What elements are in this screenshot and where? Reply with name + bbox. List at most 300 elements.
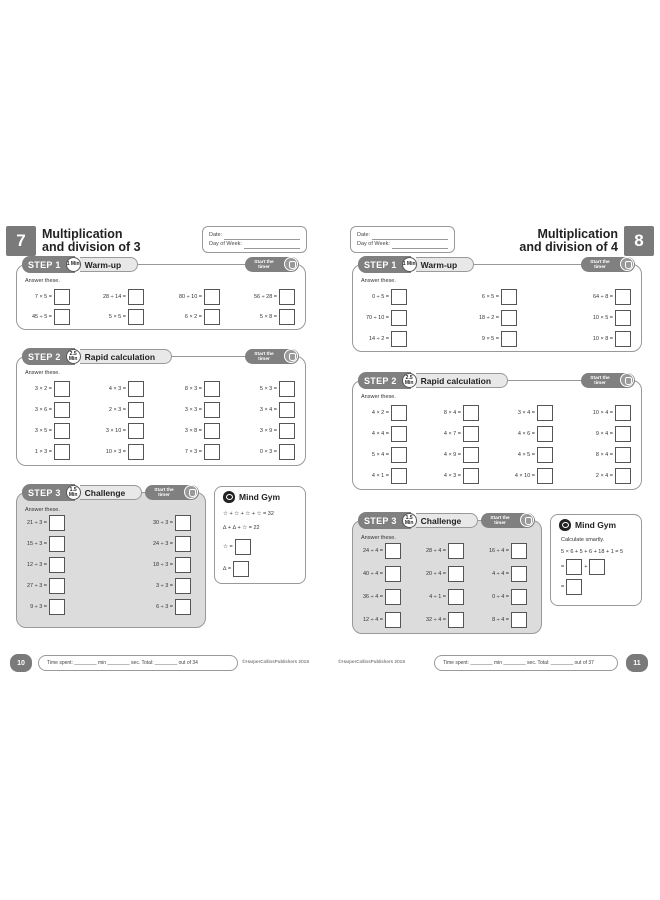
step-title: Rapid calculation bbox=[416, 373, 508, 388]
answer-box[interactable] bbox=[128, 423, 144, 439]
answer-box[interactable] bbox=[615, 289, 631, 305]
question-item bbox=[426, 612, 464, 628]
start-timer-button[interactable]: Start the timer bbox=[145, 485, 199, 500]
answer-box[interactable] bbox=[233, 561, 249, 577]
answer-box[interactable] bbox=[463, 468, 479, 484]
question-text: 20 ÷ 4 = bbox=[426, 571, 446, 577]
answer-box[interactable] bbox=[501, 331, 517, 347]
question-item bbox=[363, 566, 401, 582]
question-text: 9 × 4 = bbox=[595, 431, 613, 437]
question-item bbox=[30, 599, 65, 615]
step-header bbox=[22, 256, 138, 273]
question-item bbox=[372, 405, 407, 421]
question-text: 4 × 3 = bbox=[108, 386, 126, 392]
day-label: Day of Week: bbox=[357, 241, 390, 247]
gym-working-line-1: = + bbox=[561, 559, 605, 575]
question-text: 64 ÷ 8 = bbox=[593, 294, 613, 300]
question-item bbox=[363, 589, 401, 605]
answer-box[interactable] bbox=[204, 381, 220, 397]
brain-head-icon bbox=[223, 491, 235, 503]
question-text: 3 × 3 = bbox=[184, 407, 202, 413]
question-item bbox=[369, 331, 407, 347]
gym-instruction: Calculate smartly. bbox=[561, 537, 605, 543]
question-text: 18 ÷ 2 = bbox=[479, 315, 499, 321]
question-item bbox=[426, 543, 464, 559]
question-item bbox=[482, 289, 517, 305]
step1-section-left bbox=[16, 259, 306, 330]
question-item bbox=[489, 543, 527, 559]
question-item bbox=[492, 566, 527, 582]
step-title: Challenge bbox=[80, 485, 143, 500]
question-text: 10 × 8 = bbox=[592, 336, 613, 342]
answer-box[interactable] bbox=[391, 331, 407, 347]
time-spent-box-left: Time spent: ________ min ________ sec. Total: ________ out of 34 bbox=[38, 655, 238, 671]
question-text: 4 ÷ 1 = bbox=[429, 594, 446, 600]
answer-box[interactable] bbox=[615, 426, 631, 442]
question-text: 56 ÷ 28 = bbox=[253, 294, 277, 300]
answer-box[interactable] bbox=[385, 543, 401, 559]
question-text: 18 ÷ 3 = bbox=[153, 562, 173, 568]
start-timer-button[interactable]: Start the timer bbox=[245, 349, 299, 364]
step-label: STEP 3 bbox=[22, 484, 75, 501]
page-badge-left: 7 bbox=[6, 226, 36, 256]
gym-puzzle-line-1: ☆ + ☆ + ☆ + ☆ = 32 bbox=[223, 511, 274, 517]
answer-box[interactable] bbox=[204, 289, 220, 305]
question-text: 28 ÷ 14 = bbox=[102, 294, 126, 300]
answer-box[interactable] bbox=[511, 543, 527, 559]
day-line[interactable] bbox=[244, 243, 300, 249]
step-header bbox=[358, 372, 508, 389]
question-item bbox=[596, 426, 631, 442]
question-item bbox=[372, 289, 407, 305]
question-text: 4 × 2 = bbox=[371, 410, 389, 416]
question-item bbox=[260, 444, 295, 460]
answer-box[interactable] bbox=[175, 515, 191, 531]
answer-box[interactable] bbox=[54, 289, 70, 305]
question-item bbox=[103, 289, 144, 305]
instructions: Answer these. bbox=[25, 278, 60, 284]
page-title-left bbox=[42, 228, 141, 254]
answer-box[interactable] bbox=[128, 444, 144, 460]
question-text: 3 × 4 = bbox=[259, 407, 277, 413]
question-item bbox=[109, 309, 144, 325]
question-text: 3 × 8 = bbox=[184, 428, 202, 434]
question-text: 2 × 4 = bbox=[595, 473, 613, 479]
question-item bbox=[156, 578, 191, 594]
question-item bbox=[153, 557, 191, 573]
answer-box[interactable] bbox=[49, 557, 65, 573]
question-item bbox=[35, 381, 70, 397]
stopwatch-icon: 1 Min bbox=[66, 257, 81, 272]
answer-box[interactable] bbox=[448, 566, 464, 582]
question-text: 0 ÷ 5 = bbox=[372, 294, 389, 300]
question-item bbox=[27, 557, 65, 573]
instructions: Answer these. bbox=[25, 507, 60, 513]
question-item bbox=[179, 289, 220, 305]
question-text: 8 ÷ 4 = bbox=[492, 617, 509, 623]
answer-box[interactable] bbox=[279, 423, 295, 439]
question-text: 5 × 8 = bbox=[259, 314, 277, 320]
answer-box[interactable] bbox=[448, 612, 464, 628]
step-header bbox=[22, 484, 142, 501]
step-label: STEP 3 bbox=[358, 512, 411, 529]
instructions: Answer these. bbox=[361, 278, 396, 284]
answer-box[interactable] bbox=[391, 447, 407, 463]
mind-gym-header bbox=[223, 491, 280, 503]
answer-box[interactable] bbox=[175, 536, 191, 552]
question-text: 4 × 1 = bbox=[371, 473, 389, 479]
answer-box[interactable] bbox=[279, 444, 295, 460]
hand-tap-icon bbox=[284, 257, 298, 271]
gym-expression: 5 × 6 + 5 + 6 + 18 + 1 = 5 bbox=[561, 549, 624, 555]
question-text: 0 × 3 = bbox=[259, 449, 277, 455]
answer-box[interactable] bbox=[54, 402, 70, 418]
answer-box[interactable] bbox=[128, 309, 144, 325]
answer-box[interactable] bbox=[279, 381, 295, 397]
question-text: 4 × 4 = bbox=[371, 431, 389, 437]
answer-box[interactable] bbox=[175, 578, 191, 594]
question-text: 45 ÷ 5 = bbox=[32, 314, 52, 320]
step-label: STEP 1 bbox=[22, 256, 75, 273]
answer-box[interactable] bbox=[463, 426, 479, 442]
mind-gym-left bbox=[214, 486, 306, 584]
question-item bbox=[153, 515, 191, 531]
question-item bbox=[596, 447, 631, 463]
question-text: 28 ÷ 4 = bbox=[426, 548, 446, 554]
answer-box[interactable] bbox=[566, 579, 582, 595]
answer-box[interactable] bbox=[128, 289, 144, 305]
start-timer-button[interactable]: Start the timer bbox=[581, 257, 635, 272]
question-item bbox=[444, 468, 479, 484]
question-text: 7 × 3 = bbox=[184, 449, 202, 455]
answer-box[interactable] bbox=[204, 423, 220, 439]
question-text: 12 ÷ 3 = bbox=[27, 562, 47, 568]
time-spent-box-right: Time spent: ________ min ________ sec. Total: ________ out of 37 bbox=[434, 655, 618, 671]
step-title: Rapid calculation bbox=[80, 349, 172, 364]
answer-box[interactable] bbox=[49, 599, 65, 615]
answer-box[interactable] bbox=[501, 310, 517, 326]
question-text: 6 × 5 = bbox=[481, 294, 499, 300]
copyright-right: ©HarperCollinsPublishers 2019 bbox=[338, 660, 405, 665]
answer-box[interactable] bbox=[537, 468, 553, 484]
answer-box[interactable] bbox=[54, 381, 70, 397]
mind-gym-right bbox=[550, 514, 642, 606]
answer-box[interactable] bbox=[279, 289, 295, 305]
answer-box[interactable] bbox=[511, 589, 527, 605]
question-item bbox=[363, 612, 401, 628]
question-item bbox=[27, 536, 65, 552]
day-line[interactable] bbox=[392, 243, 448, 249]
question-item bbox=[492, 612, 527, 628]
question-item bbox=[260, 309, 295, 325]
question-text: 21 ÷ 3 = bbox=[27, 520, 47, 526]
mind-gym-title: Mind Gym bbox=[239, 492, 281, 502]
answer-box[interactable] bbox=[615, 405, 631, 421]
question-item bbox=[363, 543, 401, 559]
question-text: 4 × 9 = bbox=[443, 452, 461, 458]
page-badge-right: 8 bbox=[624, 226, 654, 256]
question-text: 1 × 3 = bbox=[34, 449, 52, 455]
answer-box[interactable] bbox=[448, 543, 464, 559]
question-item bbox=[35, 402, 70, 418]
question-item bbox=[593, 405, 631, 421]
question-item bbox=[185, 423, 220, 439]
step3-section-right bbox=[352, 514, 542, 634]
answer-box[interactable] bbox=[463, 405, 479, 421]
answer-box[interactable] bbox=[589, 559, 605, 575]
question-text: 5 × 3 = bbox=[259, 386, 277, 392]
question-text: 5 × 5 = bbox=[108, 314, 126, 320]
answer-box[interactable] bbox=[204, 309, 220, 325]
question-text: 14 ÷ 2 = bbox=[369, 336, 389, 342]
question-item bbox=[156, 599, 191, 615]
question-item bbox=[185, 444, 220, 460]
hand-tap-icon bbox=[620, 257, 634, 271]
answer-box[interactable] bbox=[566, 559, 582, 575]
step1-section-right bbox=[352, 259, 642, 352]
question-item bbox=[372, 426, 407, 442]
question-text: 4 × 6 = bbox=[517, 431, 535, 437]
answer-box[interactable] bbox=[391, 289, 407, 305]
question-text: 9 × 5 = bbox=[481, 336, 499, 342]
answer-box[interactable] bbox=[615, 310, 631, 326]
stopwatch-icon: 2.5 Min bbox=[66, 349, 81, 364]
question-text: 8 × 4 = bbox=[443, 410, 461, 416]
answer-box[interactable] bbox=[501, 289, 517, 305]
question-text: 24 ÷ 3 = bbox=[153, 541, 173, 547]
answer-box[interactable] bbox=[49, 578, 65, 594]
question-item bbox=[593, 331, 631, 347]
answer-box[interactable] bbox=[279, 309, 295, 325]
day-label: Day of Week: bbox=[209, 241, 242, 247]
stopwatch-icon: 1 Min bbox=[402, 257, 417, 272]
question-item bbox=[515, 468, 553, 484]
answer-box[interactable] bbox=[537, 426, 553, 442]
question-item bbox=[185, 402, 220, 418]
step-label: STEP 2 bbox=[358, 372, 411, 389]
question-item bbox=[482, 331, 517, 347]
question-text: 10 × 3 = bbox=[105, 449, 126, 455]
answer-box[interactable] bbox=[615, 468, 631, 484]
question-text: 3 × 6 = bbox=[34, 407, 52, 413]
question-text: 4 × 10 = bbox=[514, 473, 535, 479]
instructions: Answer these. bbox=[361, 535, 396, 541]
step2-section-right bbox=[352, 374, 642, 490]
question-text: 3 × 9 = bbox=[259, 428, 277, 434]
question-text: 6 × 2 = bbox=[184, 314, 202, 320]
step-title: Challenge bbox=[416, 513, 479, 528]
step-header bbox=[358, 256, 474, 273]
step-title: Warm-up bbox=[416, 257, 475, 272]
question-item bbox=[260, 423, 295, 439]
step-header bbox=[358, 512, 478, 529]
hand-tap-icon bbox=[284, 349, 298, 363]
answer-box[interactable] bbox=[511, 612, 527, 628]
question-text: 3 × 10 = bbox=[105, 428, 126, 434]
question-text: 24 ÷ 4 = bbox=[363, 548, 383, 554]
answer-box[interactable] bbox=[391, 426, 407, 442]
question-item bbox=[106, 423, 144, 439]
gym-working-line-2: = bbox=[561, 579, 582, 595]
stopwatch-icon: 2.5 Min bbox=[402, 373, 417, 388]
question-item bbox=[444, 405, 479, 421]
date-box-right bbox=[350, 226, 455, 253]
answer-box[interactable] bbox=[391, 310, 407, 326]
answer-box[interactable] bbox=[279, 402, 295, 418]
question-item bbox=[429, 589, 464, 605]
question-item bbox=[254, 289, 295, 305]
question-text: 32 ÷ 4 = bbox=[426, 617, 446, 623]
answer-box[interactable] bbox=[385, 612, 401, 628]
answer-box[interactable] bbox=[511, 566, 527, 582]
answer-box[interactable] bbox=[54, 423, 70, 439]
question-text: 8 × 3 = bbox=[184, 386, 202, 392]
answer-box[interactable] bbox=[537, 447, 553, 463]
question-item bbox=[260, 381, 295, 397]
question-text: 10 × 5 = bbox=[592, 315, 613, 321]
step-label: STEP 2 bbox=[22, 348, 75, 365]
question-text: 3 × 5 = bbox=[34, 428, 52, 434]
question-text: 10 × 4 = bbox=[592, 410, 613, 416]
question-text: 4 × 5 = bbox=[517, 452, 535, 458]
answer-box[interactable] bbox=[49, 536, 65, 552]
page-title-right bbox=[519, 228, 618, 254]
question-text: 3 × 2 = bbox=[34, 386, 52, 392]
step3-section-left bbox=[16, 486, 206, 628]
answer-box[interactable] bbox=[463, 447, 479, 463]
question-item bbox=[426, 566, 464, 582]
question-item bbox=[185, 309, 220, 325]
question-text: 7 × 5 = bbox=[34, 294, 52, 300]
question-item bbox=[492, 589, 527, 605]
step-title: Warm-up bbox=[80, 257, 139, 272]
answer-box[interactable] bbox=[391, 405, 407, 421]
question-item bbox=[518, 447, 553, 463]
question-item bbox=[153, 536, 191, 552]
answer-box[interactable] bbox=[615, 447, 631, 463]
copyright-left: ©HarperCollinsPublishers 2019 bbox=[242, 660, 309, 665]
question-text: 15 ÷ 3 = bbox=[27, 541, 47, 547]
start-timer-button[interactable]: Start the timer bbox=[245, 257, 299, 272]
answer-box[interactable] bbox=[204, 444, 220, 460]
question-text: 16 ÷ 4 = bbox=[489, 548, 509, 554]
date-label: Date: bbox=[357, 232, 371, 238]
brain-head-icon bbox=[559, 519, 571, 531]
stopwatch-icon: 1.5 Min bbox=[66, 485, 81, 500]
question-item bbox=[372, 447, 407, 463]
answer-box[interactable] bbox=[128, 402, 144, 418]
start-timer-button[interactable]: Start the timer bbox=[581, 373, 635, 388]
question-text: 2 × 3 = bbox=[108, 407, 126, 413]
question-item bbox=[109, 381, 144, 397]
step2-section-left bbox=[16, 350, 306, 466]
answer-box[interactable] bbox=[54, 444, 70, 460]
question-text: 36 ÷ 4 = bbox=[363, 594, 383, 600]
hand-tap-icon bbox=[184, 485, 198, 499]
answer-box[interactable] bbox=[175, 557, 191, 573]
question-text: 0 ÷ 4 = bbox=[492, 594, 509, 600]
answer-box[interactable] bbox=[235, 539, 251, 555]
question-item bbox=[518, 426, 553, 442]
hand-tap-icon bbox=[520, 513, 534, 527]
mind-gym-title: Mind Gym bbox=[575, 520, 617, 530]
date-label: Date: bbox=[209, 232, 223, 238]
answer-box[interactable] bbox=[175, 599, 191, 615]
title-line-1: Multiplication bbox=[42, 227, 123, 241]
question-item bbox=[518, 405, 553, 421]
question-item bbox=[593, 310, 631, 326]
question-text: 80 ÷ 10 = bbox=[178, 294, 202, 300]
question-item bbox=[35, 289, 70, 305]
gym-star-answer: ☆ = bbox=[223, 539, 251, 555]
question-item bbox=[27, 578, 65, 594]
question-text: 3 ÷ 3 = bbox=[156, 583, 173, 589]
question-item bbox=[27, 515, 65, 531]
footer-page-number-left: 10 bbox=[10, 654, 32, 672]
question-text: 4 ÷ 4 = bbox=[492, 571, 509, 577]
question-text: 27 ÷ 3 = bbox=[27, 583, 47, 589]
question-text: 9 ÷ 3 = bbox=[30, 604, 47, 610]
answer-box[interactable] bbox=[537, 405, 553, 421]
answer-box[interactable] bbox=[448, 589, 464, 605]
question-item bbox=[260, 402, 295, 418]
question-item bbox=[106, 444, 144, 460]
question-text: 12 ÷ 4 = bbox=[363, 617, 383, 623]
answer-box[interactable] bbox=[128, 381, 144, 397]
start-timer-button[interactable]: Start the timer bbox=[481, 513, 535, 528]
instructions: Answer these. bbox=[25, 370, 60, 376]
question-item bbox=[479, 310, 517, 326]
gym-triangle-answer: ∆ = bbox=[223, 561, 249, 577]
question-text: 40 ÷ 4 = bbox=[363, 571, 383, 577]
answer-box[interactable] bbox=[385, 566, 401, 582]
answer-box[interactable] bbox=[385, 589, 401, 605]
question-item bbox=[596, 468, 631, 484]
instructions: Answer these. bbox=[361, 394, 396, 400]
question-item bbox=[109, 402, 144, 418]
question-item bbox=[593, 289, 631, 305]
stopwatch-icon: 1.5 Min bbox=[402, 513, 417, 528]
question-text: 70 ÷ 10 = bbox=[365, 315, 389, 321]
question-item bbox=[32, 309, 70, 325]
answer-box[interactable] bbox=[204, 402, 220, 418]
answer-box[interactable] bbox=[54, 309, 70, 325]
answer-box[interactable] bbox=[615, 331, 631, 347]
question-item bbox=[366, 310, 407, 326]
question-item bbox=[444, 426, 479, 442]
answer-box[interactable] bbox=[49, 515, 65, 531]
gym-puzzle-line-2: ∆ + ∆ + ☆ = 22 bbox=[223, 525, 260, 531]
question-text: 5 × 4 = bbox=[371, 452, 389, 458]
question-text: 30 ÷ 3 = bbox=[153, 520, 173, 526]
question-item bbox=[35, 423, 70, 439]
title-line-2: and division of 3 bbox=[42, 240, 141, 254]
question-item bbox=[444, 447, 479, 463]
footer-page-number-right: 11 bbox=[626, 654, 648, 672]
title-line-1: Multiplication bbox=[537, 227, 618, 241]
answer-box[interactable] bbox=[391, 468, 407, 484]
date-box-left bbox=[202, 226, 307, 253]
question-text: 8 × 4 = bbox=[595, 452, 613, 458]
step-header bbox=[22, 348, 172, 365]
question-item bbox=[372, 468, 407, 484]
title-line-2: and division of 4 bbox=[519, 240, 618, 254]
question-text: 4 × 7 = bbox=[443, 431, 461, 437]
hand-tap-icon bbox=[620, 373, 634, 387]
mind-gym-header bbox=[559, 519, 616, 531]
question-item bbox=[35, 444, 70, 460]
question-item bbox=[185, 381, 220, 397]
